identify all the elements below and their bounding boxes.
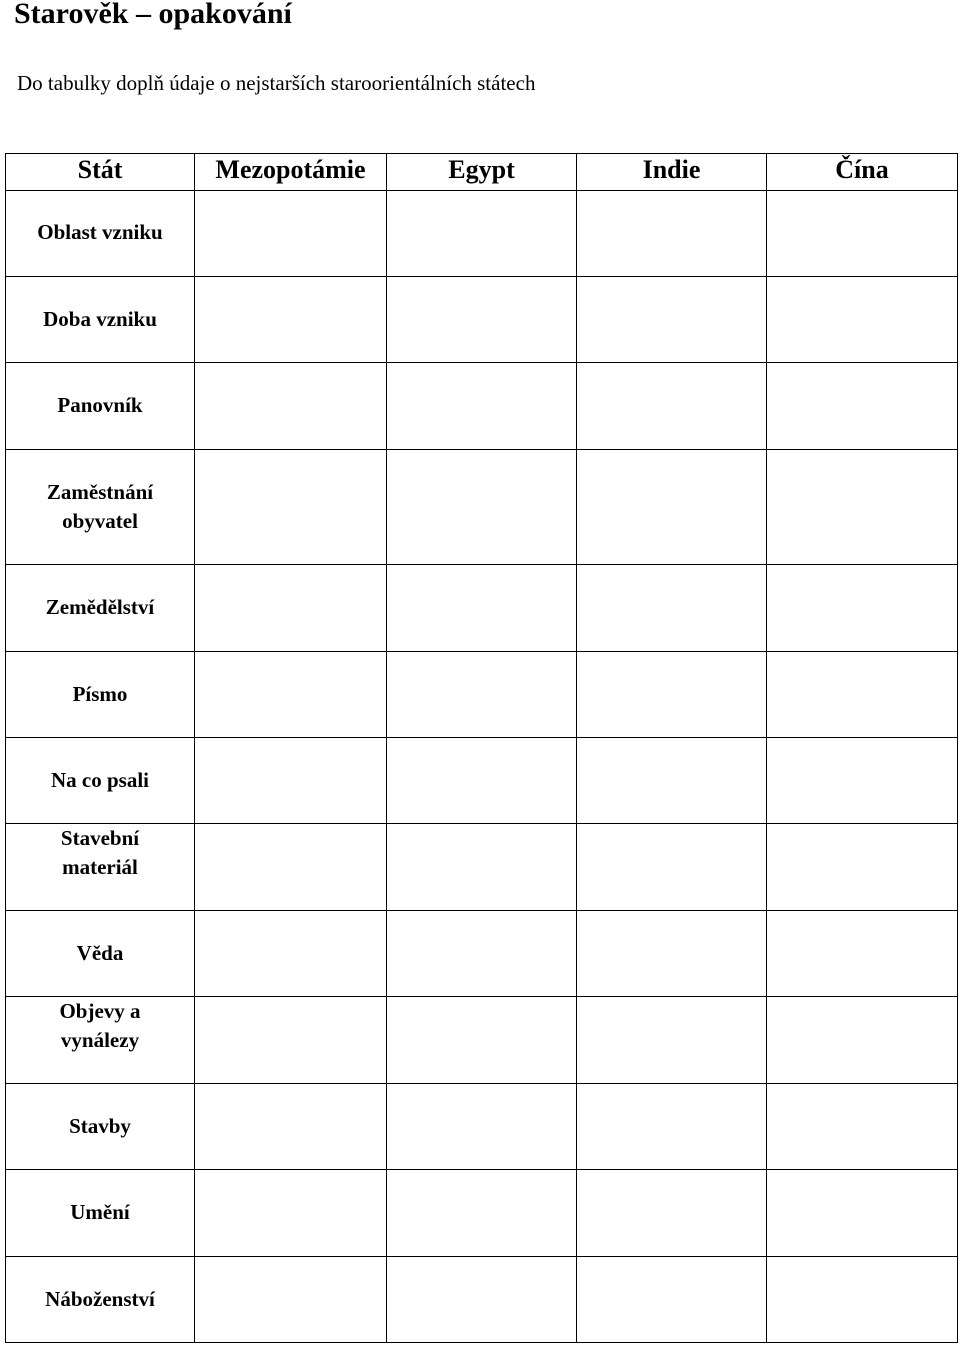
answer-cell[interactable] bbox=[387, 824, 577, 911]
answer-cell[interactable] bbox=[577, 1257, 767, 1343]
header-indie: Indie bbox=[577, 154, 767, 191]
answer-cell[interactable] bbox=[195, 565, 387, 652]
row-label-oblast-vzniku: Oblast vzniku bbox=[6, 191, 195, 277]
row-label-panovnik: Panovník bbox=[6, 363, 195, 450]
table-row bbox=[6, 911, 958, 997]
table-row bbox=[6, 1084, 958, 1170]
instruction-text: Do tabulky doplň údaje o nejstarších staroorientálních státech bbox=[17, 71, 536, 95]
answer-cell[interactable] bbox=[767, 738, 958, 824]
answer-cell[interactable] bbox=[195, 277, 387, 363]
answer-cell[interactable] bbox=[577, 363, 767, 450]
table-row bbox=[6, 652, 958, 738]
answer-cell[interactable] bbox=[767, 1257, 958, 1343]
answer-cell[interactable] bbox=[577, 191, 767, 277]
answer-cell[interactable] bbox=[577, 1084, 767, 1170]
answer-cell[interactable] bbox=[195, 191, 387, 277]
answer-cell[interactable] bbox=[387, 277, 577, 363]
answer-cell[interactable] bbox=[387, 191, 577, 277]
row-label-pismo: Písmo bbox=[6, 652, 195, 738]
answer-cell[interactable] bbox=[767, 652, 958, 738]
answer-cell[interactable] bbox=[387, 1257, 577, 1343]
answer-cell[interactable] bbox=[767, 1170, 958, 1257]
answer-cell[interactable] bbox=[195, 1170, 387, 1257]
answer-cell[interactable] bbox=[767, 191, 958, 277]
answer-cell[interactable] bbox=[387, 997, 577, 1084]
page-title: Starověk – opakování bbox=[14, 0, 292, 30]
row-label-doba-vzniku: Doba vzniku bbox=[6, 277, 195, 363]
answer-cell[interactable] bbox=[387, 911, 577, 997]
answer-cell[interactable] bbox=[387, 1170, 577, 1257]
answer-cell[interactable] bbox=[195, 652, 387, 738]
answer-cell[interactable] bbox=[195, 911, 387, 997]
answer-cell[interactable] bbox=[767, 565, 958, 652]
answer-cell[interactable] bbox=[577, 450, 767, 565]
header-cina: Čína bbox=[767, 154, 958, 191]
table-row bbox=[6, 738, 958, 824]
answer-cell[interactable] bbox=[767, 824, 958, 911]
answer-cell[interactable] bbox=[577, 911, 767, 997]
answer-cell[interactable] bbox=[387, 363, 577, 450]
row-label-stavebni-material: Stavební materiál bbox=[6, 824, 195, 911]
header-mezopotamie: Mezopotámie bbox=[195, 154, 387, 191]
worksheet-table bbox=[5, 153, 958, 1343]
header-row bbox=[6, 154, 958, 191]
answer-cell[interactable] bbox=[767, 363, 958, 450]
answer-cell[interactable] bbox=[195, 824, 387, 911]
answer-cell[interactable] bbox=[577, 652, 767, 738]
answer-cell[interactable] bbox=[577, 1170, 767, 1257]
answer-cell[interactable] bbox=[195, 1257, 387, 1343]
row-label-zamestnani-obyvatel: Zaměstnání obyvatel bbox=[6, 450, 195, 565]
answer-cell[interactable] bbox=[195, 738, 387, 824]
row-label-stavby: Stavby bbox=[6, 1084, 195, 1170]
table-row bbox=[6, 565, 958, 652]
answer-cell[interactable] bbox=[387, 1084, 577, 1170]
answer-cell[interactable] bbox=[577, 824, 767, 911]
answer-cell[interactable] bbox=[195, 1084, 387, 1170]
answer-cell[interactable] bbox=[577, 738, 767, 824]
answer-cell[interactable] bbox=[767, 997, 958, 1084]
table-row bbox=[6, 1170, 958, 1257]
header-egypt: Egypt bbox=[387, 154, 577, 191]
table-row bbox=[6, 997, 958, 1084]
answer-cell[interactable] bbox=[577, 565, 767, 652]
table-row bbox=[6, 363, 958, 450]
answer-cell[interactable] bbox=[387, 565, 577, 652]
answer-cell[interactable] bbox=[767, 1084, 958, 1170]
answer-cell[interactable] bbox=[767, 277, 958, 363]
table-row bbox=[6, 191, 958, 277]
answer-cell[interactable] bbox=[387, 652, 577, 738]
answer-cell[interactable] bbox=[195, 363, 387, 450]
row-label-zemedelstvi: Zemědělství bbox=[6, 565, 195, 652]
row-label-umeni: Umění bbox=[6, 1170, 195, 1257]
row-label-veda: Věda bbox=[6, 911, 195, 997]
answer-cell[interactable] bbox=[387, 738, 577, 824]
answer-cell[interactable] bbox=[195, 450, 387, 565]
answer-cell[interactable] bbox=[767, 911, 958, 997]
table-row bbox=[6, 277, 958, 363]
answer-cell[interactable] bbox=[577, 997, 767, 1084]
table-row bbox=[6, 450, 958, 565]
table-row bbox=[6, 1257, 958, 1343]
header-stat: Stát bbox=[6, 154, 195, 191]
answer-cell[interactable] bbox=[195, 997, 387, 1084]
answer-cell[interactable] bbox=[387, 450, 577, 565]
answer-cell[interactable] bbox=[767, 450, 958, 565]
row-label-nabozenstvi: Náboženství bbox=[6, 1257, 195, 1343]
answer-cell[interactable] bbox=[577, 277, 767, 363]
table-row bbox=[6, 824, 958, 911]
row-label-na-co-psali: Na co psali bbox=[6, 738, 195, 824]
row-label-objevy-a-vynalezy: Objevy a vynálezy bbox=[6, 997, 195, 1084]
